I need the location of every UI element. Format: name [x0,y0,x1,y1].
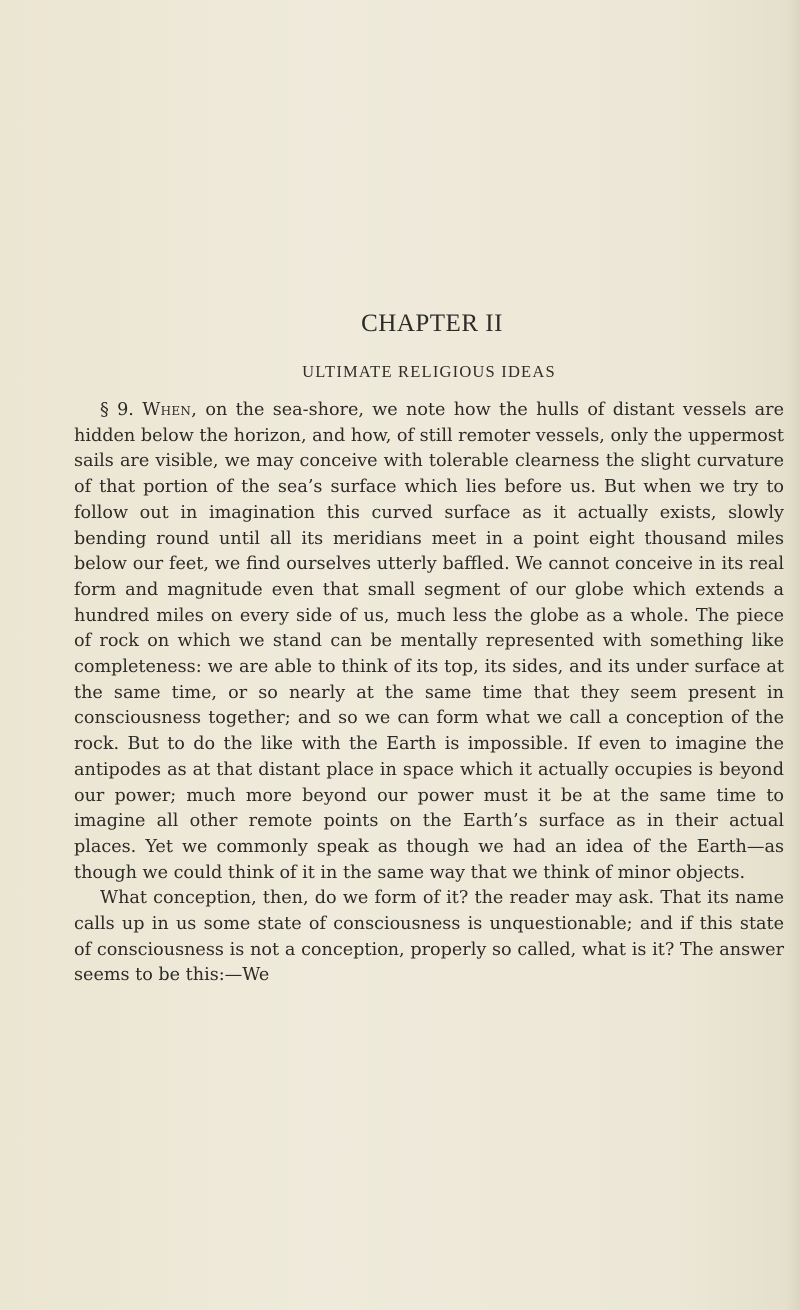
chapter-subtitle: ULTIMATE RELIGIOUS IDEAS [302,362,556,381]
opening-word: When, [142,400,198,420]
chapter-title: CHAPTER II [361,310,503,337]
paragraph-2: What conception, then, do we form of it? the reader may ask. That its name calls up in us some state of consciousness is unquestionable; and if this state of consciousness is not a conception, properly so called, what is it? The answer seems to be this:—We [74,888,784,986]
page-content [74,310,784,989]
paragraph-1-text: on the sea-shore, we note how the hulls of distant vessels are hidden below the horizon, and how, of still remoter vessels, only the uppermost sails are visible, we may conceive with tolerable clearness the slight curvature of that portion of the sea’s surface which lies before us. But when we try to follow out in imagination this curved surface as it actually exists, slowly bending round until all its meridians meet in a point eight thousand miles below our feet, we find ourselves utterly baffled. We cannot conceive in its real form and magnitude even that small segment of our globe which extends a hundred miles on every side of us, much less the globe as a whole. The piece of rock on which we stand can be mentally represented with something like completeness: we are able to think of its top, its sides, and its under surface at the same time, or so nearly at the same time that they seem present in consciousness together; and so we can form what we call a conception of the rock. But to do the like with the Earth is impossible. If even to imagine the antipodes as at that distant place in space which it actually occupies is beyond our power; much more beyond our power must it be at the same time to imagine all other remote points on the Earth’s surface as in their actual places. Yet we commonly speak as though we had an idea of the Earth—as though we could think of it in the same way that we think of minor objects. [74,400,784,883]
page-edge-shadow [786,0,800,1310]
paragraph-1 [74,398,784,886]
section-marker: § 9. [100,400,134,420]
